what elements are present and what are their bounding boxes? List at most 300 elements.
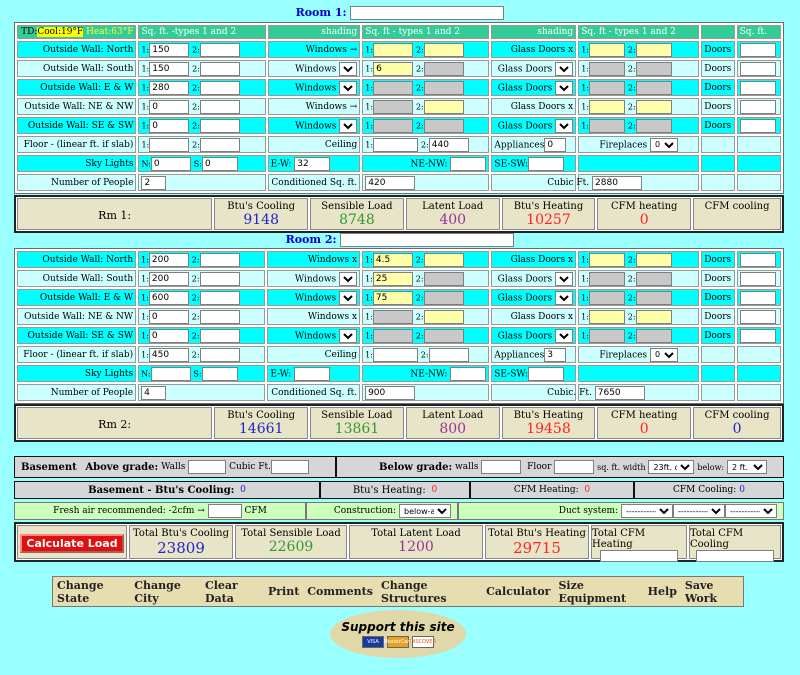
window-sqft-cell: 1: 2:	[362, 327, 489, 344]
wall-sqft-input-1[interactable]	[149, 119, 189, 133]
glass-sqft-input-2[interactable]	[636, 81, 672, 95]
totals-bar	[14, 522, 784, 562]
window-sqft-input-1[interactable]	[373, 329, 413, 343]
wall-sqft-input-2[interactable]	[200, 119, 240, 133]
appliances-cell: Appliances3	[491, 346, 576, 363]
window-shading-cell: Windows E	[267, 270, 360, 287]
window-sqft-input-2[interactable]	[424, 310, 464, 324]
window-shading-marker[interactable]: →	[349, 44, 358, 55]
glass-sqft-header: Sq. ft - types 1 and 2	[578, 25, 699, 39]
fireplaces-select[interactable]	[650, 348, 678, 362]
wall-sqft-input-1[interactable]	[149, 272, 189, 286]
fireplaces-cell: Fireplaces 0	[578, 136, 699, 153]
glass-sqft-input-2[interactable]	[636, 43, 672, 57]
window-shading-select[interactable]	[339, 329, 357, 343]
td-header: TD:Cool:19°F Heat:63°F	[17, 25, 136, 39]
cond-sqft-input[interactable]	[365, 386, 415, 400]
shading-header-2: shading	[491, 25, 576, 39]
window-sqft-input-1[interactable]	[373, 291, 413, 305]
window-sqft-input-2[interactable]	[424, 291, 464, 305]
ceiling-cell: 1: 2:440	[362, 136, 489, 153]
skylight-s-input[interactable]	[202, 157, 238, 171]
glass-sqft-input-2[interactable]	[636, 100, 672, 114]
menu-clear-data[interactable]: Clear Data	[205, 578, 238, 605]
discover-card-icon: DISCOVER	[412, 636, 434, 648]
sesw-input[interactable]	[528, 367, 564, 381]
duct-select-1[interactable]	[621, 504, 673, 518]
glass-shading-cell: Glass Doors x	[491, 41, 576, 58]
floor-input-2[interactable]	[200, 348, 240, 362]
fresh-air-cell: Fresh air recommended: -2cfm → CFM	[15, 503, 305, 519]
glass-sqft-input-2[interactable]	[636, 310, 672, 324]
fresh-air-input[interactable]	[208, 504, 242, 518]
menu-change-state[interactable]: Change State	[57, 578, 104, 605]
heat-td: Heat:63°F	[86, 27, 134, 37]
window-sqft-input-1[interactable]	[373, 310, 413, 324]
room1-title: Room 1:	[295, 6, 347, 19]
basement-btu-cooling: Basement - Btu's Cooling: 0	[15, 482, 319, 498]
basement-cfm-heating: CFM Heating: 0	[471, 482, 633, 498]
window-sqft-input-1[interactable]	[373, 100, 413, 114]
total-latent: Total Latent Load 1200	[349, 525, 483, 559]
rm2-cfm-cooling: CFM cooling 0	[693, 407, 781, 439]
rm2-sensible: Sensible Load 13861	[310, 407, 404, 439]
glass-sqft-input-2[interactable]	[636, 272, 672, 286]
doors-cell	[737, 117, 781, 134]
basement-below: Below grade: walls Floor sq. ft. width 23ft. or below: 2 ft.	[337, 457, 783, 477]
glass-sqft-input-2[interactable]	[636, 62, 672, 76]
glass-sqft-cell: 1: 2:	[578, 289, 699, 306]
wall-sqft-cell: 1:0 2:	[138, 327, 265, 344]
ew-cell: E-W:	[267, 365, 360, 382]
basement-bar	[14, 456, 784, 478]
window-sqft-cell: 1: 2:	[362, 308, 489, 325]
glass-sqft-cell: 1: 2:	[578, 117, 699, 134]
below-walls-input[interactable]	[481, 460, 521, 474]
window-shading-select[interactable]	[339, 272, 357, 286]
skylights-cell: N:0 S:0	[138, 155, 265, 172]
room1-name-input[interactable]	[350, 6, 504, 20]
duct-cell: Duct system: ----------- ----------- -----------	[459, 503, 783, 519]
room2-title: Room 2:	[285, 233, 337, 246]
wall-sqft-input-2[interactable]	[200, 81, 240, 95]
wall-row	[17, 60, 781, 77]
basement-btu-heating: Btu's Heating: 0	[321, 482, 469, 498]
people-input[interactable]	[141, 176, 166, 190]
wall-label: Outside Wall: NE & NW	[17, 98, 136, 115]
nenw-input[interactable]	[450, 367, 486, 381]
wall-sqft-input-1[interactable]	[149, 100, 189, 114]
fireplaces-cell: Fireplaces 0	[578, 346, 699, 363]
glass-sqft-cell: 1: 2:	[578, 41, 699, 58]
nenw-cell: NE-NW:	[362, 365, 489, 382]
floor-input-1[interactable]	[149, 348, 189, 362]
glass-sqft-input-1[interactable]	[589, 100, 625, 114]
basement-walls-input[interactable]	[188, 460, 226, 474]
glass-sqft-input-2[interactable]	[636, 119, 672, 133]
floor-input-2[interactable]	[200, 138, 240, 152]
cool-td: Cool:19°F	[37, 27, 84, 37]
wall-sqft-cell: 1:600 2:	[138, 289, 265, 306]
total-cfm-heating: Total CFM Heating	[591, 525, 687, 559]
glass-sqft-cell: 1: 2:	[578, 327, 699, 344]
wall-sqft-cell: 1:0 2:	[138, 117, 265, 134]
ew-input[interactable]	[294, 157, 330, 171]
glass-shading-marker[interactable]: x	[568, 101, 574, 112]
rm2-latent: Latent Load 800	[406, 407, 500, 439]
cond-sqft-cell	[362, 384, 489, 401]
doors-input[interactable]	[740, 81, 776, 95]
appliances-cell: Appliances0	[491, 136, 576, 153]
wall-row	[17, 41, 781, 58]
ceiling-input-2[interactable]	[429, 138, 469, 152]
sesw-input[interactable]	[528, 157, 564, 171]
menu-size-equipment[interactable]: Size Equipment	[558, 578, 627, 605]
total-btu-heating: Total Btu's Heating 29715	[485, 525, 589, 559]
ew-cell: E-W: 32	[268, 155, 361, 172]
window-sqft-input-2[interactable]	[424, 253, 464, 267]
window-shading-cell: Windows →	[268, 98, 361, 115]
glass-shading-marker[interactable]: x	[568, 44, 574, 55]
menu-comments[interactable]: Comments	[307, 585, 373, 598]
rm1-latent: Latent Load 400	[406, 198, 500, 230]
nenw-input[interactable]	[450, 157, 486, 171]
appliances-input[interactable]	[544, 348, 566, 362]
total-btu-cooling: Total Btu's Cooling 23809	[129, 525, 233, 559]
menu-calculator[interactable]: Calculator	[486, 585, 551, 598]
window-shading-cell: Windows U	[267, 327, 360, 344]
room2-name-input[interactable]	[340, 233, 514, 247]
doors-label: Doors	[701, 289, 734, 306]
wall-sqft-input-1[interactable]	[149, 253, 189, 267]
floor-cell: 1:450 2:	[138, 346, 265, 363]
doors-label: Doors	[701, 117, 734, 134]
basement-cubic-input[interactable]	[271, 460, 309, 474]
floor-cell: 1: 2:	[138, 136, 265, 153]
doors-input[interactable]	[740, 310, 776, 324]
window-shading-cell: Windows U	[268, 79, 361, 96]
skylight-n-input[interactable]	[151, 157, 191, 171]
people-input[interactable]	[141, 386, 166, 400]
basement-above: Basement Above grade: Walls Cubic Ft.	[15, 457, 335, 477]
wall-sqft-input-2[interactable]	[200, 253, 240, 267]
window-sqft-input-2[interactable]	[424, 62, 464, 76]
doors-label: Doors	[701, 98, 734, 115]
wall-sqft-input-2[interactable]	[200, 100, 240, 114]
wall-sqft-input-1[interactable]	[149, 329, 189, 343]
payment-cards	[362, 636, 434, 648]
support-label: Support this site	[341, 620, 455, 634]
window-sqft-cell: 1:6 2:	[362, 60, 489, 77]
doors-label: Doors	[701, 327, 734, 344]
wall-label: Outside Wall: South	[17, 60, 136, 77]
window-sqft-cell: 1: 2:	[362, 98, 489, 115]
wall-sqft-input-2[interactable]	[200, 310, 240, 324]
doors-cell	[737, 251, 782, 268]
doors-cell	[737, 79, 781, 96]
glass-sqft-cell: 1: 2:	[578, 251, 699, 268]
glass-shading-marker[interactable]: x	[567, 254, 574, 265]
wall-sqft-input-1[interactable]	[149, 291, 189, 305]
cubic-label: Cubic. Ft.	[547, 388, 592, 398]
window-sqft-cell: 1: 2:	[362, 79, 489, 96]
cond-sqft-cell	[362, 174, 489, 191]
ceiling-input-1[interactable]	[373, 138, 418, 152]
window-sqft-input-2[interactable]	[424, 329, 464, 343]
below-floor-input[interactable]	[554, 460, 594, 474]
skylight-s-input[interactable]	[202, 367, 238, 381]
glass-sqft-input-1[interactable]	[589, 119, 625, 133]
doors-input[interactable]	[740, 119, 776, 133]
window-sqft-header: Sq. ft - types 1 and 2	[362, 25, 489, 39]
glass-shading-cell: Glass Doors U	[491, 270, 576, 287]
total-cfm-heating-input[interactable]	[600, 550, 678, 562]
wall-row	[17, 327, 781, 344]
doors-input[interactable]	[740, 43, 776, 57]
glass-sqft-input-1[interactable]	[589, 253, 625, 267]
doors-cell	[737, 270, 782, 287]
doors-input[interactable]	[740, 100, 776, 114]
ceiling-input-2[interactable]	[429, 348, 469, 362]
floor-input-1[interactable]	[149, 138, 189, 152]
wall-label: Outside Wall: South	[17, 270, 136, 287]
doors-input[interactable]	[740, 329, 776, 343]
window-shading-select[interactable]	[339, 291, 357, 305]
window-sqft-input-1[interactable]	[373, 119, 413, 133]
floor-label: Floor - (linear ft. if slab)	[17, 136, 136, 153]
cubic-input[interactable]	[592, 176, 642, 190]
people-cell	[138, 174, 265, 191]
rm2-summary	[14, 404, 784, 442]
wall-label: Outside Wall: North	[17, 251, 136, 268]
wall-sqft-cell: 1:150 2:	[138, 41, 265, 58]
cubic-input[interactable]	[595, 386, 645, 400]
wall-sqft-input-2[interactable]	[200, 329, 240, 343]
people-label: Number of People	[17, 174, 136, 191]
doors-input[interactable]	[740, 62, 776, 76]
glass-shading-select[interactable]	[555, 119, 573, 133]
wall-sqft-input-1[interactable]	[149, 310, 189, 324]
glass-sqft-input-2[interactable]	[636, 291, 672, 305]
window-sqft-input-2[interactable]	[424, 272, 464, 286]
glass-sqft-cell: 1: 2:	[578, 308, 699, 325]
glass-shading-select[interactable]	[555, 62, 573, 76]
wall-row	[17, 79, 781, 96]
doors-cell	[737, 41, 781, 58]
wall-label: Outside Wall: SE & SW	[17, 117, 136, 134]
rm1-sensible: Sensible Load 8748	[310, 198, 404, 230]
doors-cell	[737, 289, 782, 306]
cond-sqft-label: Conditioned Sq. ft.	[268, 174, 361, 191]
window-shading-select[interactable]	[339, 119, 357, 133]
window-shading-marker[interactable]: x	[351, 254, 358, 265]
sesw-cell: SE-SW:	[491, 365, 576, 382]
rm2-btu-heating: Btu's Heating 19458	[502, 407, 596, 439]
window-shading-cell: Windows →	[268, 41, 361, 58]
construction-select[interactable]	[399, 504, 451, 518]
doors-cell	[737, 60, 781, 77]
cond-sqft-label: Conditioned Sq. ft.	[267, 384, 360, 401]
skylights-label: Sky Lights	[17, 155, 136, 172]
glass-sqft-input-1[interactable]	[589, 272, 625, 286]
glass-shading-cell: Glass Doors U	[491, 327, 576, 344]
wall-sqft-input-2[interactable]	[200, 272, 240, 286]
glass-shading-select[interactable]	[555, 81, 573, 95]
wall-sqft-cell: 1:200 2:	[138, 270, 265, 287]
glass-shading-select[interactable]	[555, 272, 573, 286]
window-sqft-input-2[interactable]	[424, 43, 464, 57]
doors-label: Doors	[701, 270, 734, 287]
menu-change-city[interactable]: Change City	[134, 578, 181, 605]
appliances-input[interactable]	[544, 138, 566, 152]
window-shading-select[interactable]	[339, 62, 357, 76]
glass-shading-cell: Glass Doors U	[491, 60, 576, 77]
cubic-cell	[547, 384, 699, 401]
window-sqft-input-1[interactable]	[373, 43, 413, 57]
sqft-types-header: Sq. ft. -types 1 and 2	[138, 25, 265, 39]
menu-help[interactable]: Help	[647, 585, 677, 598]
sesw-cell: SE-SW:	[491, 155, 576, 172]
duct-select-3[interactable]	[725, 504, 777, 518]
wall-row	[17, 98, 781, 115]
glass-shading-cell: Glass Doors U	[491, 117, 576, 134]
window-shading-select[interactable]	[339, 81, 357, 95]
wall-label: Outside Wall: North	[17, 41, 136, 58]
shading-header: shading	[268, 25, 361, 39]
people-cell	[138, 384, 265, 401]
rm1-cfm-heating: CFM heating 0	[597, 198, 691, 230]
window-shading-cell: Windows x	[267, 308, 360, 325]
rm2-label: Rm 2:	[17, 407, 212, 439]
cond-sqft-input[interactable]	[365, 176, 415, 190]
wall-sqft-input-2[interactable]	[200, 62, 240, 76]
glass-sqft-input-1[interactable]	[589, 329, 625, 343]
room2-table	[14, 248, 784, 404]
menu-change-structures[interactable]: Change Structures	[380, 578, 447, 605]
glass-sqft-input-1[interactable]	[589, 62, 625, 76]
total-cfm-cooling-input[interactable]	[696, 550, 774, 562]
window-sqft-input-1[interactable]	[373, 62, 413, 76]
wall-sqft-input-2[interactable]	[200, 291, 240, 305]
glass-shading-select[interactable]	[555, 291, 573, 305]
glass-shading-select[interactable]	[555, 329, 573, 343]
glass-sqft-cell: 1: 2:	[578, 98, 699, 115]
doors-input[interactable]	[740, 272, 776, 286]
wall-label: Outside Wall: NE & NW	[17, 308, 136, 325]
people-label: Number of People	[17, 384, 136, 401]
fireplaces-select[interactable]	[650, 138, 678, 152]
window-shading-marker[interactable]: x	[351, 311, 358, 322]
calculate-load-button[interactable]: Calculate Load	[20, 534, 123, 553]
glass-shading-cell: Glass Doors x	[491, 98, 576, 115]
window-sqft-input-2[interactable]	[424, 81, 464, 95]
wall-sqft-input-1[interactable]	[149, 81, 189, 95]
width-select[interactable]	[648, 460, 694, 474]
cubic-label: Cubic Ft.	[547, 178, 590, 188]
wall-label: Outside Wall: E & W	[17, 79, 136, 96]
glass-sqft-cell: 1: 2:	[578, 79, 699, 96]
rm2-btu-cooling: Btu's Cooling 14661	[214, 407, 308, 439]
window-shading-cell: Windows E	[267, 289, 360, 306]
menu-save-work[interactable]: Save Work	[684, 578, 718, 605]
wall-sqft-input-1[interactable]	[149, 62, 189, 76]
rm1-summary	[14, 195, 784, 233]
skylight-n-input[interactable]	[151, 367, 191, 381]
window-sqft-input-1[interactable]	[373, 272, 413, 286]
wall-sqft-input-2[interactable]	[200, 43, 240, 57]
doors-label: Doors	[701, 41, 734, 58]
glass-sqft-input-1[interactable]	[589, 291, 625, 305]
menu-print[interactable]: Print	[267, 585, 300, 598]
floor-label: Floor - (linear ft. if slab)	[17, 346, 136, 363]
window-sqft-input-1[interactable]	[373, 81, 413, 95]
wall-row	[17, 251, 781, 268]
ew-input[interactable]	[294, 367, 330, 381]
doors-label: Doors	[701, 60, 734, 77]
rm2-cfm-heating: CFM heating 0	[597, 407, 691, 439]
window-sqft-input-2[interactable]	[424, 100, 464, 114]
rm1-cfm-cooling: CFM cooling	[693, 198, 781, 230]
window-sqft-cell: 1:4.5 2:	[362, 251, 489, 268]
ceiling-label: Ceiling	[268, 136, 361, 153]
glass-sqft-input-2[interactable]	[636, 329, 672, 343]
glass-shading-cell: Glass Doors x	[491, 251, 576, 268]
doors-label: Doors	[701, 251, 734, 268]
glass-sqft-input-1[interactable]	[589, 310, 625, 324]
visa-card-icon: VISA	[362, 636, 384, 648]
rm1-btu-cooling: Btu's Cooling 9148	[214, 198, 308, 230]
glass-sqft-cell: 1: 2:	[578, 60, 699, 77]
sqft-header: Sq. ft.	[737, 25, 781, 39]
window-sqft-cell: 1: 2:	[362, 117, 489, 134]
glass-sqft-cell: 1: 2:	[578, 270, 699, 287]
wall-sqft-cell: 1:200 2:	[138, 251, 265, 268]
glass-sqft-input-2[interactable]	[636, 253, 672, 267]
wall-sqft-cell: 1:280 2:	[138, 79, 265, 96]
bottom-menu	[52, 576, 744, 607]
wall-label: Outside Wall: SE & SW	[17, 327, 136, 344]
glass-shading-cell: Glass Doors x	[491, 308, 576, 325]
basement-cfm-cooling: CFM Cooling: 0	[635, 482, 783, 498]
window-sqft-input-1[interactable]	[373, 253, 413, 267]
nenw-cell: NE-NW:	[362, 155, 489, 172]
doors-input[interactable]	[740, 291, 776, 305]
doors-cell	[737, 308, 782, 325]
doors-cell	[737, 327, 782, 344]
duct-select-2[interactable]	[673, 504, 725, 518]
construction-cell: Construction: below-av	[307, 503, 457, 519]
glass-sqft-input-1[interactable]	[589, 43, 625, 57]
ceiling-input-1[interactable]	[373, 348, 418, 362]
room1-table	[14, 22, 784, 194]
wall-sqft-input-1[interactable]	[149, 43, 189, 57]
below-select[interactable]	[727, 460, 767, 474]
wall-row	[17, 308, 781, 325]
wall-sqft-cell: 1:0 2:	[138, 98, 265, 115]
ceiling-label: Ceiling	[267, 346, 360, 363]
glass-sqft-input-1[interactable]	[589, 81, 625, 95]
wall-row	[17, 117, 781, 134]
glass-shading-cell: Glass Doors U	[491, 79, 576, 96]
window-shading-cell: Windows U	[268, 117, 361, 134]
window-shading-marker[interactable]: →	[349, 101, 358, 112]
window-shading-cell: Windows x	[267, 251, 360, 268]
window-shading-cell: Windows U	[268, 60, 361, 77]
glass-shading-marker[interactable]: x	[567, 311, 574, 322]
window-sqft-input-2[interactable]	[424, 119, 464, 133]
doors-input[interactable]	[740, 253, 776, 267]
support-site-button[interactable]	[330, 610, 466, 658]
